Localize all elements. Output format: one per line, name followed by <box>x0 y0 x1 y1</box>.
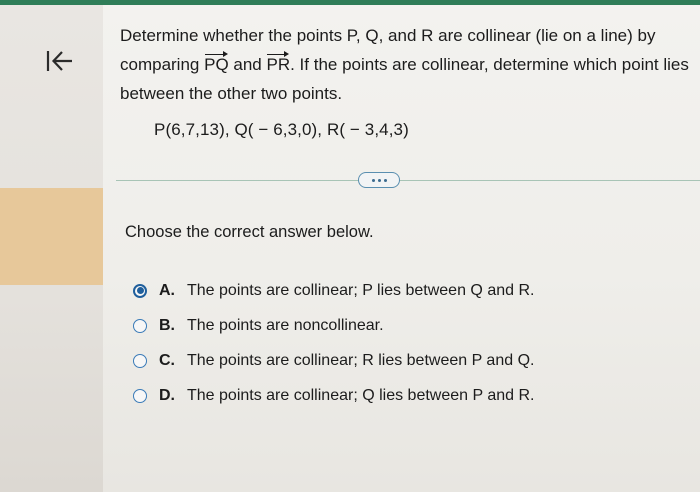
radio-option-b[interactable] <box>133 319 147 333</box>
points-coordinates: P(6,7,13), Q( − 6,3,0), R( − 3,4,3) <box>154 120 409 139</box>
radio-option-d[interactable] <box>133 389 147 403</box>
option-letter: B. <box>159 316 175 334</box>
show-more-button[interactable] <box>358 172 400 188</box>
question-panel <box>103 5 700 492</box>
left-highlight-block <box>0 188 103 285</box>
option-b[interactable] <box>133 308 534 343</box>
option-c[interactable] <box>133 343 534 378</box>
question-text-part: . If the points are collinear, determine which point lies between the other two points. <box>120 55 689 103</box>
option-letter: D. <box>159 386 175 404</box>
answer-prompt: Choose the correct answer below. <box>125 223 374 241</box>
option-d[interactable] <box>133 378 534 413</box>
vector-pq: PQ <box>204 50 229 79</box>
option-text: The points are collinear; Q lies between P and R. <box>187 386 535 404</box>
question-text-part: and <box>228 55 267 74</box>
back-to-start-icon <box>45 48 75 74</box>
left-panel <box>0 5 103 492</box>
question-text-part: Determine whether the points P, Q, and R are collinear (lie on a line) by comparing <box>120 26 656 74</box>
section-divider <box>116 180 700 181</box>
option-a[interactable] <box>133 273 534 308</box>
radio-selected-dot <box>137 287 144 294</box>
option-letter: C. <box>159 351 175 369</box>
radio-option-c[interactable] <box>133 354 147 368</box>
option-text: The points are collinear; P lies between Q and R. <box>187 281 535 299</box>
ellipsis-icon <box>384 179 387 182</box>
question-text <box>120 21 690 108</box>
ellipsis-icon <box>372 179 375 182</box>
option-text: The points are collinear; R lies between P and Q. <box>187 351 535 369</box>
option-letter: A. <box>159 281 175 299</box>
back-to-start-button[interactable] <box>40 43 80 79</box>
vector-pr: PR <box>266 50 290 79</box>
answer-options <box>133 273 534 413</box>
radio-option-a[interactable] <box>133 284 147 298</box>
option-text: The points are noncollinear. <box>187 316 384 334</box>
ellipsis-icon <box>378 179 381 182</box>
